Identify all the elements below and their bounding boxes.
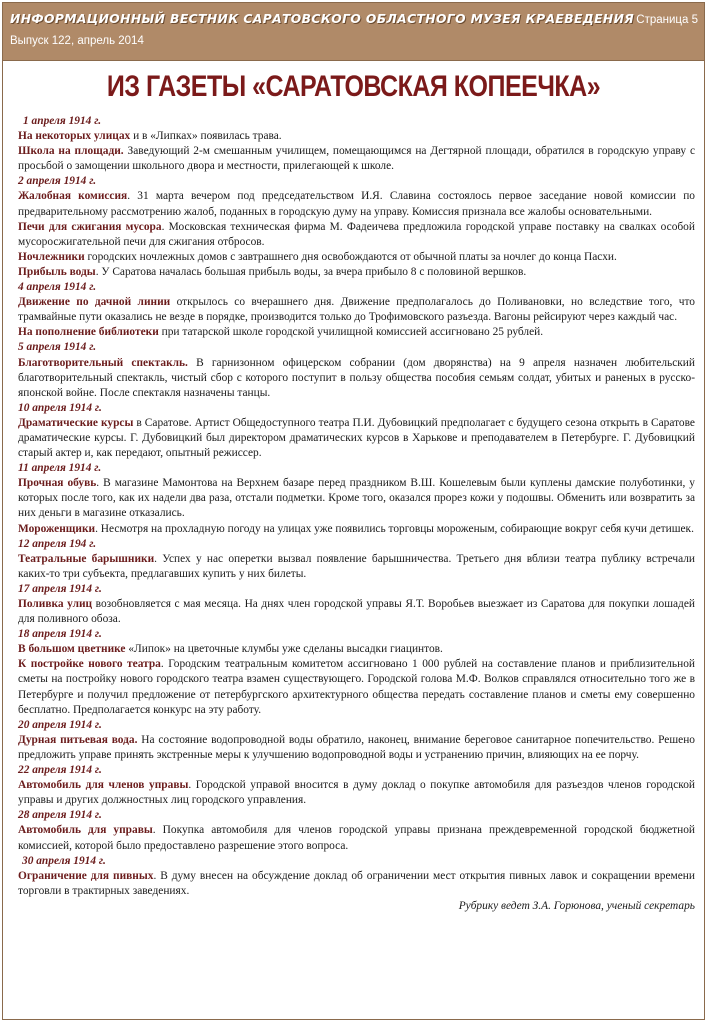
news-item <box>18 476 695 521</box>
entry-date: 11 апреля 1914 г. <box>18 462 102 475</box>
issue-number: Выпуск 122, апрель 2014 <box>10 35 144 47</box>
entry-date: 20 апреля 1914 г. <box>18 718 102 731</box>
news-item-text: городских ночлежных домов с завтрашнего дня освобождаются от обычной платы за ночлег до конца Пасхи. <box>84 250 617 263</box>
news-item <box>18 295 695 325</box>
news-item <box>18 823 695 853</box>
news-item-heading: В большом цветнике <box>18 643 126 656</box>
entry-date: 17 апреля 1914 г. <box>18 582 102 595</box>
news-item-text: в Саратове. Артист Общедоступного театра П.И. Дубовицкий предполагает с будущего сезона открыть в Саратове драматические курсы. Г. Дубовицкий был директором драматических курсов в Харькове и преподавателем в Петербурге. Г. Дубовицкий старый актер и, как передают, опытный режиссер. <box>18 416 695 460</box>
news-item-heading: На пополнение библиотеки <box>18 326 159 339</box>
entry-date: 5 апреля 1914 г. <box>18 341 97 354</box>
news-item-text: . 31 марта вечером под председательством И.Я. Славина состоялось первое заседание новой комиссии по предварительному рассмотрению жалоб, поданных в городскую думу на управу. Комиссия признала все жалобы основательными. <box>18 190 695 218</box>
news-item <box>18 597 695 627</box>
news-item <box>18 129 695 144</box>
column-author: Рубрику ведет З.А. Горюнова, ученый секретарь <box>458 899 695 912</box>
entry-date: 12 апреля 194 г. <box>18 537 97 550</box>
news-item-text: открылось со вчерашнего дня. Движение предполагалось до Поливановки, но вследствие того, что трамвайные пути оказались не везде в порядке, производится только до Трофимовского разъезда. Вагоны рейсируют через каждый час. <box>18 296 695 324</box>
news-item-text: На состояние водопроводной воды обратило, наконец, внимание береговое санитарное попечительство. Решено предложить управе принять экстренные меры к улучшению водопроводной воды и устранению причин, влияющих на ее порчу. <box>18 733 695 761</box>
news-item <box>18 552 695 582</box>
news-item <box>18 522 695 537</box>
news-item <box>18 189 695 219</box>
news-item-heading: Драматические курсы <box>18 416 134 429</box>
news-item-heading: На некоторых улицах <box>18 130 131 143</box>
entry-date: 2 апреля 1914 г. <box>18 175 97 188</box>
news-item-text: при татарской школе городской училищной комиссией ассигновано 25 рублей. <box>158 326 544 339</box>
news-item <box>18 778 695 808</box>
news-item-heading: Театральные барышники <box>18 552 155 565</box>
news-item-heading: Ночлежники <box>18 250 85 263</box>
news-item <box>18 416 695 461</box>
news-item-text: и в «Липках» появилась трава. <box>130 130 282 143</box>
newsletter-page <box>2 2 705 1020</box>
article-body <box>3 107 704 914</box>
news-item-heading: Прибыль воды <box>18 265 96 278</box>
news-item <box>18 325 695 340</box>
news-item-text: В гарнизонном офицерском собрании (дом дворянства) на 9 апреля назначен любительский благотворительный спектакль, чистый сбор с которого поступит в пользу общества пособия семьям солдат, убитых и раненых в русско-японской войне. После спектакля назначены танцы. <box>18 356 695 399</box>
news-item-text: . Успех у нас оперетки вызвал появление барышничества. Третьего дня вблизи театра публику встречали каких-то три субъекта, предлагавших купить у них билеты. <box>18 552 696 580</box>
entry-date: 28 апреля 1914 г. <box>18 809 102 822</box>
page-number: Страница 5 <box>636 14 698 26</box>
entry-date: 1 апреля 1914 г. <box>23 115 102 127</box>
news-item <box>18 642 695 657</box>
news-item-heading: К постройке нового театра <box>18 658 161 671</box>
news-item-text: . Городским театральным комитетом ассигновано 1 000 рублей на составление планов и приблизительной сметы на постройку нового городского театра взамен существующего. Городской голова М.Ф. Волков справлялся относительно того же в Петербурге и получил предложение от петербургского архитектурного общества передать составление планов и сметы ему совершенно бесплатно. Предполагается конкурс на эту работу. <box>18 658 695 716</box>
news-item <box>18 250 695 265</box>
news-item-text: возобновляется с мая месяца. На днях член городской управы Я.Т. Воробьев выезжает из Саратова для покупки лошадей для поливного обоза. <box>18 598 695 626</box>
bulletin-title: ИНФОРМАЦИОННЫЙ ВЕСТНИК САРАТОВСКОГО ОБЛАСТНОГО МУЗЕЯ КРАЕВЕДЕНИЯ <box>10 12 635 26</box>
news-item <box>18 657 695 717</box>
entry-date: 4 апреля 1914 г. <box>18 281 97 294</box>
news-item-heading: Жалобная комиссия <box>18 190 128 203</box>
news-item-heading: Мороженщики <box>18 522 96 535</box>
page-header <box>3 3 704 61</box>
news-item-heading: Печи для сжигания мусора <box>18 220 162 233</box>
news-item <box>18 265 695 280</box>
news-item-heading: Прочная обувь <box>18 477 97 490</box>
news-item-text: Заведующий 2-м смешанным училищем, помещающимся на Дегтярной площади, обратился в городскую управу с просьбой о замощении школьного двора и местности, прилегающей к школе. <box>18 145 696 173</box>
news-item-text: . В думу внесен на обсуждение доклад об ограничении мест открытия пивных лавок и сокращении времени торговли в трактирных заведениях. <box>18 869 695 897</box>
news-item-text: . Городской управой вносится в думу доклад о покупке автомобиля для разъездов членов городской управы и других должностных лиц городского управления. <box>18 779 696 807</box>
news-item-heading: Движение по дачной линии <box>18 296 171 309</box>
news-item <box>18 356 695 401</box>
news-item-heading: Дурная питьевая вода. <box>18 733 138 746</box>
news-item-text: . Московская техническая фирма М. Фадеичева предложила городской управе поставку на свалках особой мусоросжигательной печи для сжигания отбросов. <box>18 220 695 248</box>
entry-date: 18 апреля 1914 г. <box>18 628 102 641</box>
news-item <box>18 733 695 763</box>
entry-date: 10 апреля 1914 г. <box>18 401 102 414</box>
news-item-heading: Ограничение для пивных <box>18 869 154 882</box>
news-item-text: «Липок» на цветочные клумбы уже сделаны высадки гиацинтов. <box>125 643 443 656</box>
news-item <box>18 869 695 899</box>
news-item-heading: Школа на площади. <box>18 145 124 158</box>
news-item-text: . В магазине Мамонтова на Верхнем базаре перед праздником В.Ш. Кошелевым были куплены дамские полуботинки, у которых после того, как их надели два раза, отстали подметки. Кроме того, оказался прорез кожи у подошвы. Обменить или возвратить за них деньги в магазине отказались. <box>18 477 695 520</box>
news-item-heading: Автомобиль для управы <box>18 824 153 837</box>
news-item-text: . У Саратова началась большая прибыль воды, за вчера прибыло 8 с половиной вершков. <box>95 265 527 278</box>
news-item-text: . Покупка автомобиля для членов городской управы признана преждевременной городской бюджетной комиссией, которой было предоставлено разрешение этого вопроса. <box>18 824 695 852</box>
news-item-heading: Автомобиль для членов управы <box>18 779 189 792</box>
entry-date: 22 апреля 1914 г. <box>18 764 102 777</box>
news-item-text: . Несмотря на прохладную погоду на улицах уже появились торговцы мороженым, собирающие вокруг себя кучи детишек. <box>95 522 694 535</box>
news-item-heading: Поливка улиц <box>18 598 93 610</box>
section-title: ИЗ ГАЗЕТЫ «САРАТОВСКАЯ КОПЕЕЧКА» <box>106 69 601 104</box>
entry-date: 30 апреля 1914 г. <box>22 854 106 867</box>
news-item-heading: Благотворительный спектакль. <box>18 356 188 369</box>
news-item <box>18 220 695 250</box>
news-item <box>18 144 695 174</box>
